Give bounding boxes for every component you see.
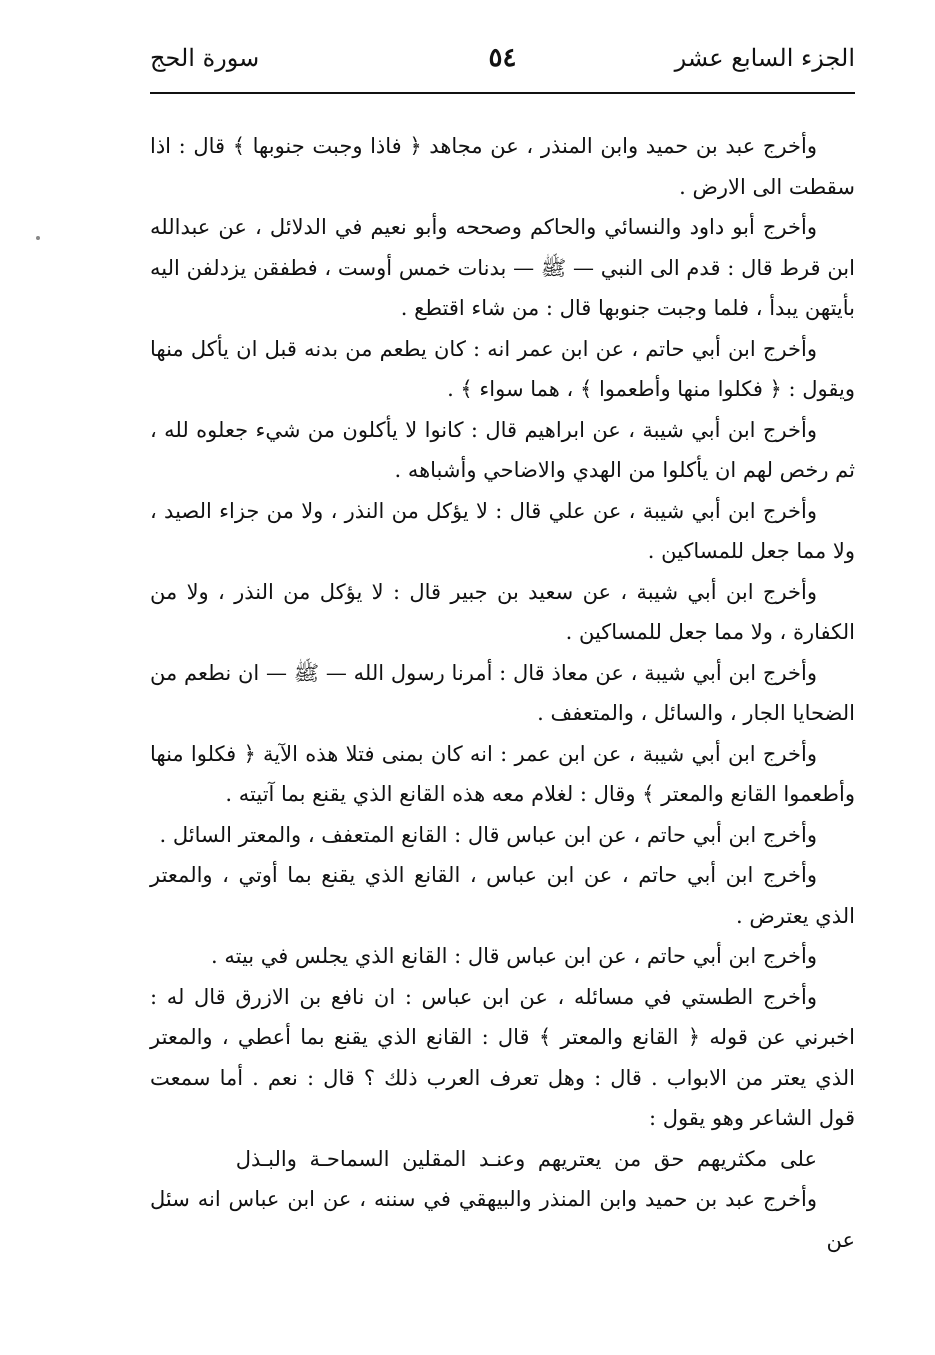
surah-title: سورة الحج bbox=[150, 44, 260, 72]
paragraph: وأخرج ابن أبي شيبة ، عن علي قال : لا يؤكل من النذر ، ولا من جزاء الصيد ، ولا مما جعل للمساكين . bbox=[150, 498, 855, 563]
margin-dot bbox=[36, 236, 40, 240]
page-header bbox=[150, 38, 855, 88]
paragraph: وأخرج ابن أبي حاتم ، عن ابن عباس قال : القانع الذي يجلس في بيته . bbox=[211, 944, 817, 968]
paragraph: وأخرج ابن أبي شيبة ، عن ابراهيم قال : كانوا لا يأكلون من شيء جعلوه لله ، ثم رخص لهم ان يأكلوا من الهدي والاضاحي وأشباهه . bbox=[150, 417, 855, 482]
paragraph: وأخرج ابن أبي حاتم ، عن ابن عمر انه : كان يطعم من بدنه قبل ان يأكل منها ويقول : ﴿ فكلوا منها وأطعموا ﴾ ، هما سواء ﴾ . bbox=[150, 336, 855, 401]
paragraph: وأخرج ابن أبي حاتم ، عن ابن عباس قال : القانع المتعفف ، والمعتر السائل . bbox=[159, 822, 817, 847]
paragraph: وأخرج عبد بن حميد وابن المنذر ، عن مجاهد ﴿ فاذا وجبت جنوبها ﴾ قال : اذا سقطت الى الارض . bbox=[150, 134, 855, 199]
poetry-verse: على مكثريهم حق من يعتريهم وعنـد المقلين السماحـة والبـذل bbox=[235, 1146, 817, 1171]
paragraph: وأخرج الطستي في مسائله ، عن ابن عباس : ان نافع بن الازرق قال له : اخبرني عن قوله ﴿ القانع والمعتر ﴾ قال : القانع الذي يقنع بما أعطي ، والمعتر الذي يعتر من الابواب . قال : وهل تعرف العرب ذلك ؟ قال : نعم . أما سمعت قول الشاعر وهو يقول : bbox=[150, 984, 855, 1130]
paragraph: وأخرج ابن أبي حاتم ، عن ابن عباس ، القانع الذي يقنع بما أوتي ، والمعتر الذي يعترض . bbox=[150, 863, 855, 928]
header-rule bbox=[150, 92, 855, 94]
page-body bbox=[150, 126, 855, 1260]
paragraph: وأخرج ابن أبي شيبة ، عن معاذ قال : أمرنا رسول الله — ﷺ — ان نطعم من الضحايا الجار ، والسائل ، والمتعفف . bbox=[150, 660, 855, 725]
paragraph: وأخرج ابن أبي شيبة ، عن ابن عمر : انه كان بمنى فتلا هذه الآية ﴿ فكلوا منها وأطعموا القانع والمعتر ﴾ وقال : لغلام معه هذه القانع الذي يقنع بما آتيته . bbox=[150, 741, 855, 806]
paragraph: وأخرج ابن أبي شيبة ، عن سعيد بن جبير قال : لا يؤكل من النذر ، ولا من الكفارة ، ولا مما جعل للمساكين . bbox=[150, 579, 855, 644]
part-title: الجزء السابع عشر bbox=[674, 44, 855, 72]
paragraph: وأخرج أبو داود والنسائي والحاكم وصححه وأبو نعيم في الدلائل ، عن عبدالله ابن قرط قال : قدم الى النبي — ﷺ — بدنات خمس أوست ، فطفقن يزدلفن اليه بأيتهن يبدأ ، فلما وجبت جنوبها قال : من شاء اقتطع . bbox=[150, 215, 855, 320]
paragraph: وأخرج عبد بن حميد وابن المنذر والبيهقي في سننه ، عن ابن عباس انه سئل عن bbox=[150, 1187, 855, 1252]
page-number: ٥٤ bbox=[488, 43, 517, 73]
